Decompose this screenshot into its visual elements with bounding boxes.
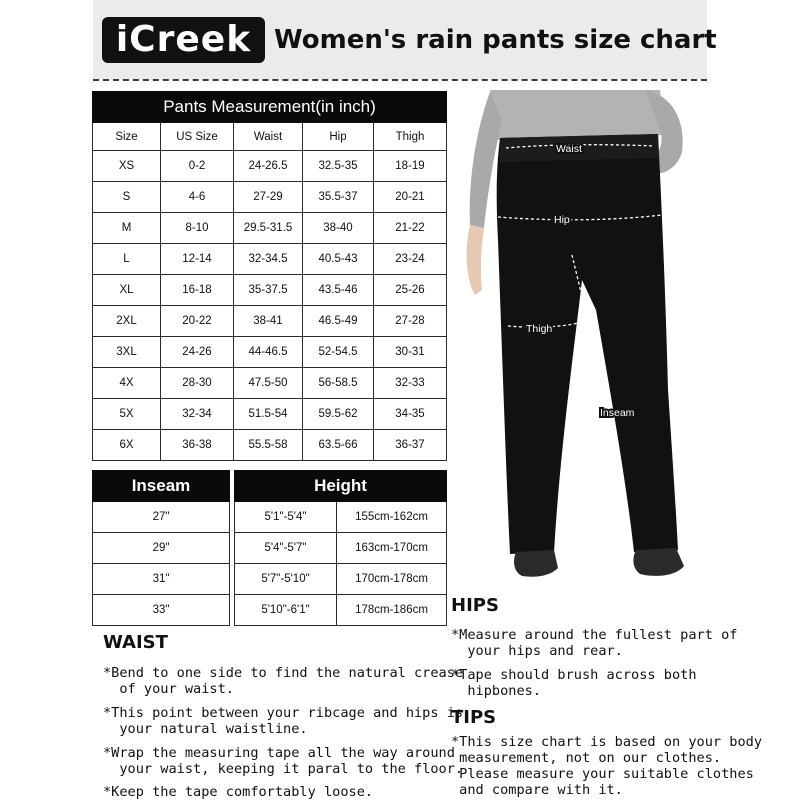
table-row bbox=[93, 306, 447, 337]
table-row bbox=[235, 502, 447, 533]
table-cell: 25-26 bbox=[374, 275, 447, 306]
table-row bbox=[93, 399, 447, 430]
table-cell: 0-2 bbox=[161, 151, 234, 182]
table-cell: 40.5-43 bbox=[303, 244, 374, 275]
table-row bbox=[93, 430, 447, 461]
table-cell: 29.5-31.5 bbox=[234, 213, 303, 244]
table-cell: 4-6 bbox=[161, 182, 234, 213]
table-cell: 63.5-66 bbox=[303, 430, 374, 461]
inseam-header: Inseam bbox=[93, 471, 230, 502]
table-row bbox=[93, 595, 230, 626]
table-cell: 5'1"-5'4" bbox=[235, 502, 337, 533]
table-cell: 36-38 bbox=[161, 430, 234, 461]
table-cell: 2XL bbox=[93, 306, 161, 337]
table-cell: 163cm-170cm bbox=[337, 533, 447, 564]
waist-note: *This point between your ribcage and hips is your natural waistline. bbox=[103, 705, 464, 737]
column-header-us-size: US Size bbox=[161, 123, 234, 151]
table-cell: 18-19 bbox=[374, 151, 447, 182]
table-cell: 30-31 bbox=[374, 337, 447, 368]
table-cell: M bbox=[93, 213, 161, 244]
table-cell: 20-21 bbox=[374, 182, 447, 213]
table-cell: 16-18 bbox=[161, 275, 234, 306]
height-header: Height bbox=[235, 471, 447, 502]
table-cell: S bbox=[93, 182, 161, 213]
table-cell: 56-58.5 bbox=[303, 368, 374, 399]
table-row bbox=[93, 368, 447, 399]
table-cell: 8-10 bbox=[161, 213, 234, 244]
table-row bbox=[235, 533, 447, 564]
height-table bbox=[234, 470, 447, 626]
column-header-thigh: Thigh bbox=[374, 123, 447, 151]
table-row bbox=[93, 275, 447, 306]
table-cell: 33" bbox=[93, 595, 230, 626]
table-cell: 36-37 bbox=[374, 430, 447, 461]
page-title: Women's rain pants size chart bbox=[274, 25, 717, 55]
inseam-table bbox=[92, 470, 230, 626]
table-cell: 5'4"-5'7" bbox=[235, 533, 337, 564]
table-cell: 34-35 bbox=[374, 399, 447, 430]
table-cell: 27" bbox=[93, 502, 230, 533]
column-header-size: Size bbox=[93, 123, 161, 151]
table-cell: 32-34.5 bbox=[234, 244, 303, 275]
table-cell: 4X bbox=[93, 368, 161, 399]
hip-label: Hip bbox=[554, 214, 570, 226]
table-cell: 35.5-37 bbox=[303, 182, 374, 213]
waist-label: Waist bbox=[556, 143, 582, 155]
table-row bbox=[235, 595, 447, 626]
table-cell: 21-22 bbox=[374, 213, 447, 244]
right-shoe bbox=[633, 548, 684, 576]
waist-heading: WAIST bbox=[103, 632, 168, 653]
table-row bbox=[93, 244, 447, 275]
table-cell: 43.5-46 bbox=[303, 275, 374, 306]
size-measurement-table bbox=[92, 91, 447, 461]
inseam-label: Inseam bbox=[600, 407, 635, 419]
table-cell: 46.5-49 bbox=[303, 306, 374, 337]
hips-heading: HIPS bbox=[451, 595, 499, 616]
header-divider bbox=[93, 79, 707, 81]
table-cell: 23-24 bbox=[374, 244, 447, 275]
pants bbox=[497, 134, 678, 554]
table-row bbox=[93, 533, 230, 564]
table-row bbox=[93, 213, 447, 244]
table-cell: XS bbox=[93, 151, 161, 182]
brand-logo: iCreek bbox=[102, 17, 265, 63]
column-header-waist: Waist bbox=[234, 123, 303, 151]
size-table-body bbox=[93, 151, 447, 461]
table-cell: 24-26.5 bbox=[234, 151, 303, 182]
table-cell: 47.5-50 bbox=[234, 368, 303, 399]
table-cell: XL bbox=[93, 275, 161, 306]
model-pants-photo bbox=[450, 90, 707, 590]
waist-note: *Bend to one side to find the natural crease of your waist. bbox=[103, 665, 464, 697]
left-hand bbox=[467, 225, 484, 295]
table-row bbox=[93, 182, 447, 213]
table-cell: 3XL bbox=[93, 337, 161, 368]
size-table-banner: Pants Measurement(in inch) bbox=[93, 92, 447, 123]
table-cell: 170cm-178cm bbox=[337, 564, 447, 595]
table-cell: 35-37.5 bbox=[234, 275, 303, 306]
table-cell: 44-46.5 bbox=[234, 337, 303, 368]
waist-note: *Wrap the measuring tape all the way around your waist, keeping it paral to the floor. bbox=[103, 745, 464, 777]
table-cell: 27-29 bbox=[234, 182, 303, 213]
table-cell: 38-41 bbox=[234, 306, 303, 337]
table-cell: 5X bbox=[93, 399, 161, 430]
table-cell: 38-40 bbox=[303, 213, 374, 244]
table-cell: 27-28 bbox=[374, 306, 447, 337]
table-cell: 32-34 bbox=[161, 399, 234, 430]
table-row bbox=[93, 502, 230, 533]
table-cell: 32-33 bbox=[374, 368, 447, 399]
hips-note: *Tape should brush across both hipbones. bbox=[451, 667, 697, 699]
table-cell: 24-26 bbox=[161, 337, 234, 368]
hips-note: *Measure around the fullest part of your hips and rear. bbox=[451, 627, 738, 659]
table-cell: 5'10"-6'1" bbox=[235, 595, 337, 626]
table-cell: 178cm-186cm bbox=[337, 595, 447, 626]
table-cell: 12-14 bbox=[161, 244, 234, 275]
table-cell: 52-54.5 bbox=[303, 337, 374, 368]
table-cell: 6X bbox=[93, 430, 161, 461]
table-cell: L bbox=[93, 244, 161, 275]
table-cell: 29" bbox=[93, 533, 230, 564]
table-cell: 20-22 bbox=[161, 306, 234, 337]
table-row bbox=[93, 337, 447, 368]
left-shoe bbox=[514, 550, 558, 577]
table-cell: 155cm-162cm bbox=[337, 502, 447, 533]
column-header-hip: Hip bbox=[303, 123, 374, 151]
tips-heading: TIPS bbox=[451, 707, 497, 728]
table-cell: 5'7"-5'10" bbox=[235, 564, 337, 595]
table-row bbox=[93, 564, 230, 595]
table-row bbox=[93, 151, 447, 182]
sweater bbox=[490, 90, 665, 140]
waist-note: *Keep the tape comfortably loose. bbox=[103, 784, 374, 800]
table-row bbox=[235, 564, 447, 595]
thigh-label: Thigh bbox=[526, 323, 553, 335]
tips-note: *This size chart is based on your body measurement, not on our clothes. Please measure your suitable clothes and compare with it. bbox=[451, 734, 762, 798]
table-cell: 32.5-35 bbox=[303, 151, 374, 182]
table-cell: 51.5-54 bbox=[234, 399, 303, 430]
table-cell: 55.5-58 bbox=[234, 430, 303, 461]
table-cell: 59.5-62 bbox=[303, 399, 374, 430]
table-cell: 28-30 bbox=[161, 368, 234, 399]
table-cell: 31" bbox=[93, 564, 230, 595]
